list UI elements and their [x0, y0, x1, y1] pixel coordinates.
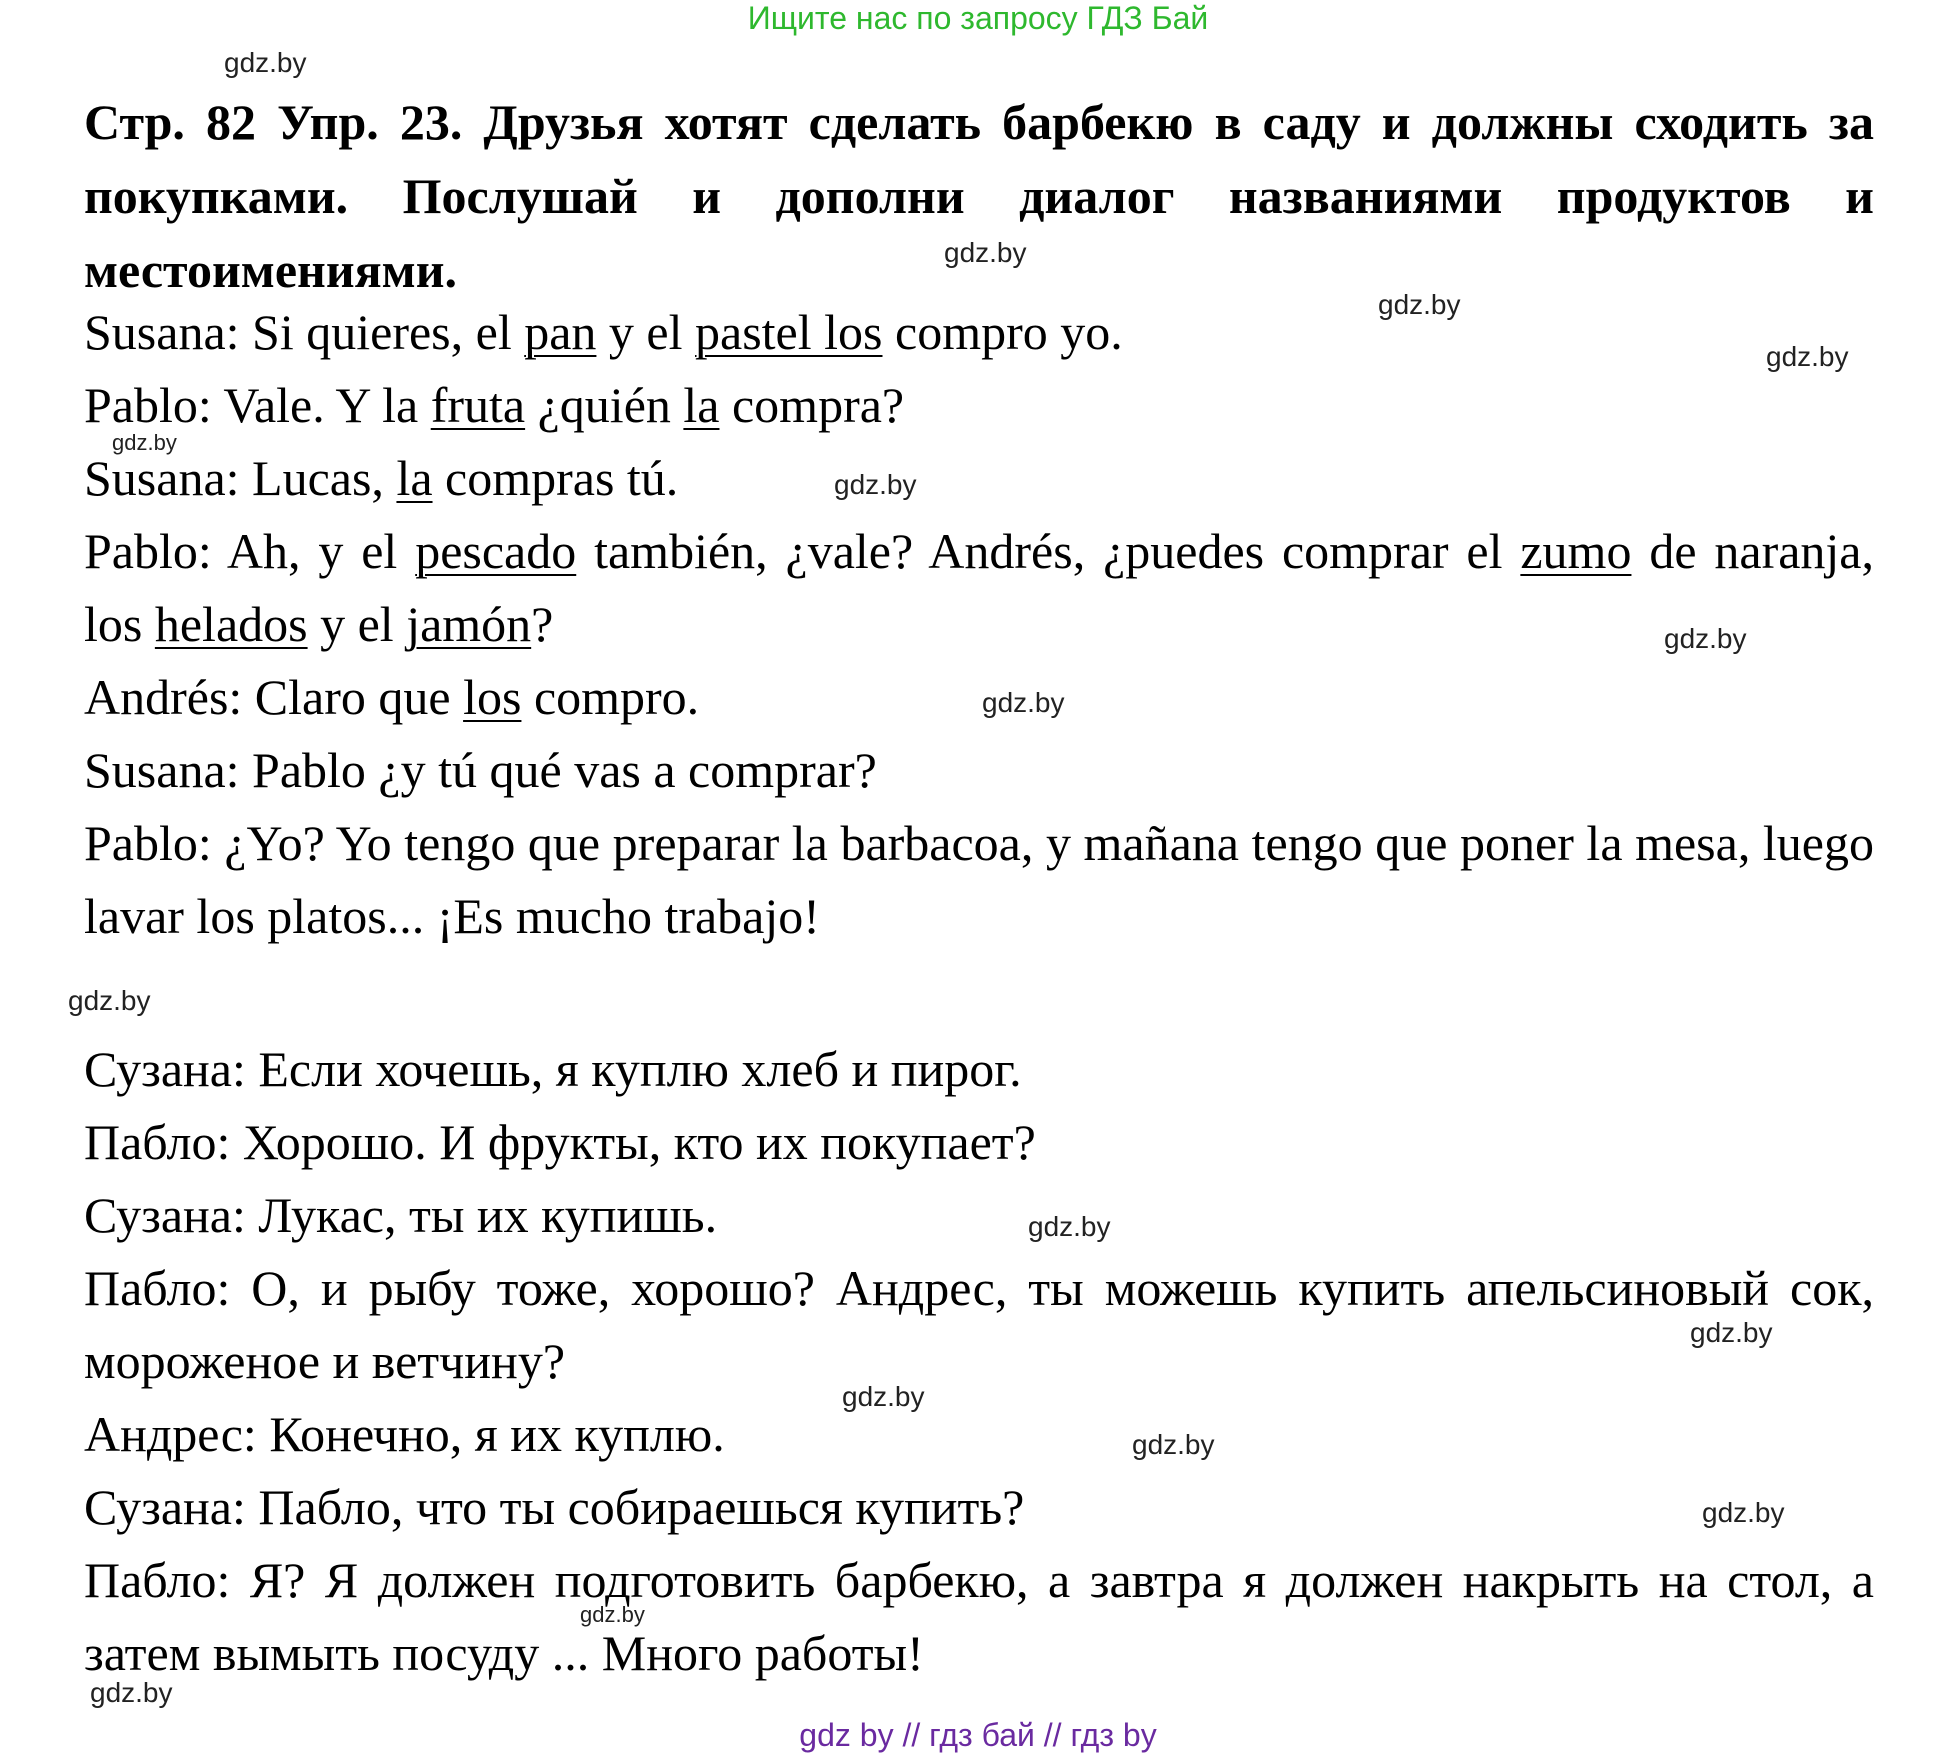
watermark: gdz.by: [982, 687, 1065, 718]
spanish-line-6: Susana: Pablo ¿y tú qué vas a comprar?: [84, 742, 877, 798]
watermark: gdz.by: [112, 430, 177, 455]
russian-line-4: Пабло: О, и рыбу тоже, хорошо? Андрес, ты можешь купить апельсиновый сок, мороженое и ветчину?: [84, 1260, 1874, 1389]
spanish-line-7: Pablo: ¿Yo? Yo tengo que preparar la barbacoa, y mañana tengo que poner la mesa, luego lavar los platos... ¡Es mucho trabajo!: [84, 815, 1874, 944]
spanish-dialogue: [84, 296, 1874, 953]
spanish-line-3: Susana: Lucas, la compras tú.: [84, 450, 679, 506]
watermark: gdz.by: [1132, 1429, 1215, 1460]
top-banner: Ищите нас по запросу ГДЗ Бай: [747, 0, 1209, 36]
spanish-line-5: Andrés: Claro que los compro.: [84, 669, 700, 725]
watermark: gdz.by: [1702, 1497, 1785, 1528]
spanish-line-4: Pablo: Ah, y el pescado también, ¿vale? Andrés, ¿puedes comprar el zumo de naranja, los helados y el jamón?: [84, 523, 1874, 652]
watermark: gdz.by: [1664, 623, 1747, 654]
watermark: gdz.by: [944, 237, 1027, 268]
russian-line-7: Пабло: Я? Я должен подготовить барбекю, а завтра я должен накрыть на стол, а затем вымыть посуду ... Много работы!: [84, 1552, 1874, 1681]
watermark: gdz.by: [1766, 341, 1849, 372]
footer-links: gdz by // гдз бай // гдз by: [799, 1717, 1157, 1753]
russian-line-3: Сузана: Лукас, ты их купишь.: [84, 1187, 718, 1243]
russian-line-1: Сузана: Если хочешь, я куплю хлеб и пирог.: [84, 1041, 1022, 1097]
spanish-line-1: Susana: Si quieres, el pan y el pastel los compro yo.: [84, 304, 1123, 360]
russian-line-6: Сузана: Пабло, что ты собираешься купить?: [84, 1479, 1025, 1535]
watermark: gdz.by: [1028, 1211, 1111, 1242]
russian-line-2: Пабло: Хорошо. И фрукты, кто их покупает?: [84, 1114, 1036, 1170]
watermark: gdz.by: [68, 985, 151, 1016]
russian-translation: [84, 1033, 1874, 1690]
spanish-line-2: Pablo: Vale. Y la fruta ¿quién la compra?: [84, 377, 905, 433]
russian-line-5: Андрес: Конечно, я их куплю.: [84, 1406, 725, 1462]
watermark: gdz.by: [90, 1677, 173, 1708]
watermark: gdz.by: [834, 469, 917, 500]
watermark: gdz.by: [224, 47, 307, 78]
watermark: gdz.by: [1690, 1317, 1773, 1348]
exercise-heading: Стр. 82 Упр. 23. Друзья хотят сделать барбекю в саду и должны сходить за покупками. Послушай и дополни диалог названиями продуктов и местоимениями.: [84, 94, 1874, 298]
watermark: gdz.by: [1378, 289, 1461, 320]
watermark: gdz.by: [842, 1381, 925, 1412]
watermark: gdz.by: [580, 1602, 645, 1627]
